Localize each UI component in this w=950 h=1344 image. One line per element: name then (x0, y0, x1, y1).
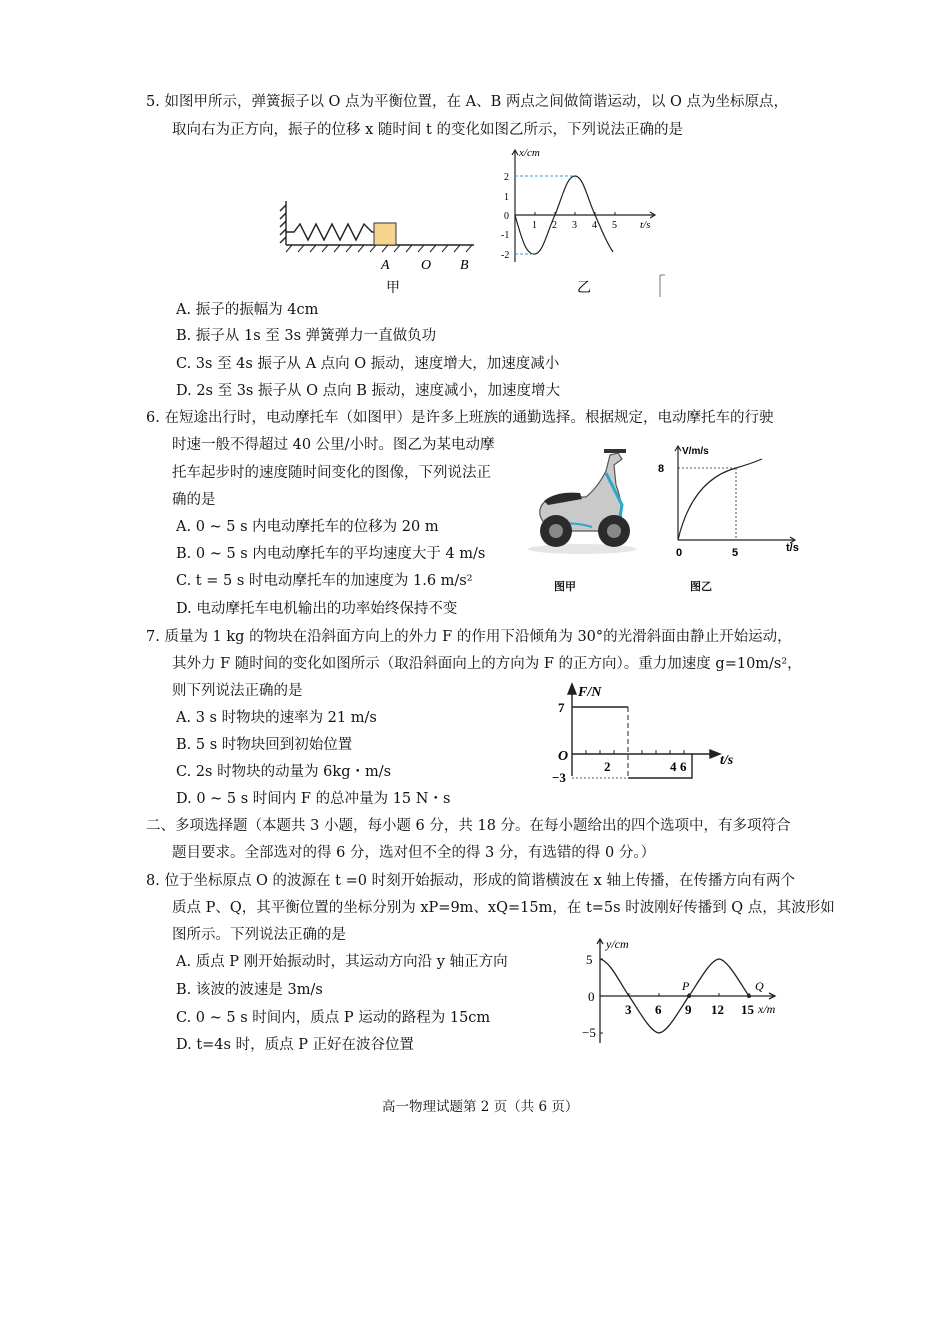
fig-caption-right: 图乙 (690, 581, 712, 593)
fig-caption-yi: 乙 (577, 281, 591, 296)
q7-option-c: C. 2s 时物块的动量为 6kg・m/s (176, 764, 392, 780)
xtick: 1 (532, 220, 537, 231)
xtick-15: 15 (741, 1002, 754, 1017)
fig-caption-left: 图甲 (554, 581, 576, 593)
spring-oscillator-figure (276, 195, 481, 295)
q5-line2: 取向右为正方向，振子的位移 x 随时间 t 的变化如图乙所示，下列说法正确的是 (172, 122, 683, 138)
q6-option-d: D. 电动摩托车电机输出的功率始终保持不变 (176, 601, 458, 617)
q7-line2: 其外力 F 随时间的变化如图所示（取沿斜面向上的方向为 F 的正方向）。重力加速度 g=10m/s²， (172, 656, 802, 672)
x-axis-label: t/s (640, 219, 651, 231)
point-q-label: Q (755, 979, 764, 993)
q5-option-b: B. 振子从 1s 至 3s 弹簧弹力一直做负功 (176, 328, 437, 344)
xtick-4: 4 (670, 759, 677, 774)
fig-caption-jia: 甲 (386, 281, 400, 295)
label-o: O (421, 258, 432, 273)
q8-line3: 图所示。下列说法正确的是 (172, 927, 346, 943)
q8-line2: 质点 P、Q，其平衡位置的坐标分别为 xP=9m、xQ=15m，在 t=5s 时波刚好传播到 Q 点，其波形如 (172, 900, 835, 916)
xtick: 3 (572, 220, 577, 231)
xtick-12: 12 (711, 1002, 724, 1017)
label-a: A (381, 258, 390, 273)
xtick-6: 6 (680, 759, 687, 774)
scooter-image (522, 445, 640, 557)
ytick-neg5: −5 (582, 1025, 596, 1040)
q8-option-c: C. 0 ~ 5 s 时间内，质点 P 运动的路程为 15cm (176, 1010, 491, 1026)
y-axis-label: x/cm (519, 147, 540, 159)
xtick-9: 9 (685, 1002, 692, 1017)
q8-option-d: D. t=4s 时，质点 P 正好在波谷位置 (176, 1037, 415, 1053)
q5-option-c: C. 3s 至 4s 振子从 A 点向 O 振动，速度增大，加速度减小 (176, 356, 560, 372)
xtick-6: 6 (655, 1002, 662, 1017)
ytick: 0 (504, 211, 509, 222)
ytick-7: 7 (558, 700, 565, 715)
q5-line1: 5. 如图甲所示，弹簧振子以 O 点为平衡位置，在 A、B 两点之间做简谐运动，以 O 点为坐标原点， (146, 94, 788, 110)
ytick: -2 (501, 250, 510, 261)
label-b: B (460, 258, 469, 273)
xtick: 2 (552, 220, 557, 231)
force-time-graph (550, 680, 750, 785)
page-footer: 高一物理试题第 2 页（共 6 页） (382, 1099, 579, 1115)
section2-line1: 二、多项选择题（本题共 3 小题，每小题 6 分，共 18 分。在每小题给出的四个选项中，有多项符合 (146, 818, 791, 834)
ytick-0: 0 (588, 989, 595, 1004)
xtick: 5 (612, 220, 617, 231)
v-value: 8 (658, 463, 665, 475)
v-axis-label: V/m/s (682, 446, 709, 457)
q6-line3: 托车起步时的速度随时间变化的图像，下列说法正 (172, 465, 491, 481)
q8-line1: 8. 位于坐标原点 O 的波源在 t =0 时刻开始振动，形成的简谐横波在 x 轴上传播，在传播方向有两个 (146, 873, 795, 889)
origin-label: O (558, 749, 569, 764)
xtick-2: 2 (604, 759, 611, 774)
xtick: 4 (592, 220, 597, 231)
ytick: -1 (501, 230, 510, 241)
q5-option-d: D. 2s 至 3s 振子从 O 点向 B 振动，速度减小，加速度增大 (176, 383, 560, 399)
vt-graph (650, 440, 805, 565)
x-axis-label: x/m (758, 1002, 776, 1016)
ytick-neg3: −3 (552, 770, 566, 785)
ytick: 2 (504, 172, 509, 183)
q7-line1: 7. 质量为 1 kg 的物块在沿斜面方向上的外力 F 的作用下沿倾角为 30°的光滑斜面由静止开始运动， (146, 629, 792, 645)
t-value: 5 (732, 547, 739, 559)
q6-line2: 时速一般不得超过 40 公里/小时。图乙为某电动摩 (172, 437, 495, 453)
q8-option-b: B. 该波的波速是 3m/s (176, 982, 323, 998)
t-axis-label: t/s (720, 753, 734, 768)
q7-option-a: A. 3 s 时物块的速率为 21 m/s (176, 710, 377, 726)
ytick: 1 (504, 192, 509, 203)
section2-line2: 题目要求。全部选对的得 6 分，选对但不全的得 3 分，有选错的得 0 分。） (172, 845, 656, 861)
q6-option-b: B. 0 ~ 5 s 内电动摩托车的平均速度大于 4 m/s (176, 546, 486, 562)
q7-option-b: B. 5 s 时物块回到初始位置 (176, 737, 353, 753)
q8-option-a: A. 质点 P 刚开始振动时，其运动方向沿 y 轴正方向 (176, 954, 508, 970)
t-axis-label: t/s (786, 542, 799, 554)
y-axis-label: y/cm (606, 937, 629, 951)
f-axis-label: F/N (578, 685, 602, 700)
q6-option-c: C. t = 5 s 时电动摩托车的加速度为 1.6 m/s² (176, 573, 473, 589)
q5-option-a: A. 振子的振幅为 4cm (176, 302, 319, 318)
origin-label: 0 (676, 547, 683, 559)
q6-line4: 确的是 (172, 492, 216, 508)
xt-graph (495, 140, 670, 300)
xtick-3: 3 (625, 1002, 632, 1017)
q6-line1: 6. 在短途出行时，电动摩托车（如图甲）是许多上班族的通勤选择。根据规定，电动摩托车的行驶 (146, 410, 774, 426)
wave-graph (580, 935, 790, 1050)
ytick-5: 5 (586, 952, 593, 967)
q7-option-d: D. 0 ~ 5 s 时间内 F 的总冲量为 15 N・s (176, 791, 451, 807)
point-p-label: P (682, 979, 690, 993)
q6-option-a: A. 0 ~ 5 s 内电动摩托车的位移为 20 m (176, 519, 439, 535)
q7-line3: 则下列说法正确的是 (172, 683, 303, 699)
